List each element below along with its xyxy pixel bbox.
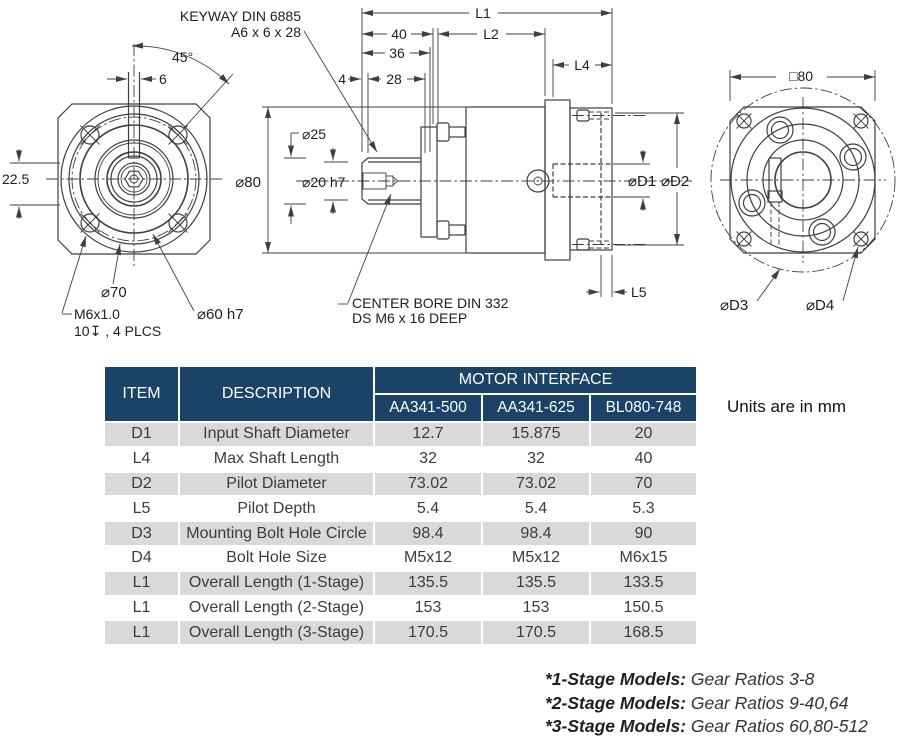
col-header-item: ITEM — [104, 366, 179, 422]
cell-description: Max Shaft Length — [179, 447, 374, 472]
cell-value: 153 — [482, 596, 590, 621]
cell-value: 153 — [374, 596, 482, 621]
angle-dim-label: 45° — [172, 49, 194, 65]
note-line — [545, 715, 900, 739]
note-text: Gear Ratios 60,80-512 — [686, 716, 868, 737]
cell-value: 135.5 — [374, 571, 482, 596]
cell-value: 90 — [590, 521, 697, 546]
center-bore-line1: CENTER BORE DIN 332 — [352, 295, 509, 311]
cell-item: D4 — [104, 546, 179, 571]
cell-description: Overall Length (2-Stage) — [179, 596, 374, 621]
shaft-dia-dims — [284, 126, 348, 224]
motor-interface-table — [103, 365, 698, 646]
cell-value: 32 — [482, 447, 590, 472]
table-row — [104, 546, 697, 571]
cell-value: 32 — [374, 447, 482, 472]
dim-4-label: 4 — [338, 71, 346, 87]
keyway-callout-line2: A6 x 6 x 28 — [230, 24, 301, 40]
body-height-dim — [235, 107, 466, 253]
dim-d2-label: ⌀D2 — [661, 173, 690, 190]
note-label: *1-Stage Models: — [545, 669, 686, 689]
rear-view — [711, 68, 895, 314]
col-header-description: DESCRIPTION — [179, 366, 374, 422]
dim-d3-label: ⌀D3 — [720, 297, 749, 314]
cell-value: 73.02 — [482, 472, 590, 497]
cell-item: L1 — [104, 620, 179, 645]
dim-l1-label: L1 — [475, 5, 491, 21]
technical-drawing — [0, 0, 900, 360]
note-label: *2-Stage Models: — [545, 692, 686, 713]
bolt-circle-label: ⌀70 — [101, 284, 127, 301]
table-row — [104, 521, 697, 546]
note-line — [545, 668, 900, 692]
keyway-width-label: 6 — [159, 71, 167, 87]
top-dimensions — [338, 5, 612, 153]
dim-d20-label: ⌀20 h7 — [302, 174, 346, 190]
cell-item: D1 — [104, 422, 179, 447]
gearbox-body — [466, 107, 545, 253]
cell-value: 73.02 — [374, 472, 482, 497]
offset-dim-label: 22.5 — [2, 171, 30, 187]
cell-value: 170.5 — [482, 620, 590, 645]
output-shaft — [362, 158, 421, 204]
stage-model-notes — [545, 668, 900, 739]
table-row — [104, 447, 697, 472]
note-text: Gear Ratios 9-40,64 — [686, 692, 849, 713]
cell-value: 20 — [590, 422, 697, 447]
cell-item: D2 — [104, 472, 179, 497]
cell-value: 133.5 — [590, 571, 697, 596]
col-header-motor-interface: MOTOR INTERFACE — [374, 366, 697, 394]
cell-value: M6x15 — [590, 546, 697, 571]
note-label: *3-Stage Models: — [545, 716, 686, 737]
cell-value: 168.5 — [590, 620, 697, 645]
center-bore-line2: DS M6 x 16 DEEP — [352, 310, 468, 326]
cell-description: Overall Length (1-Stage) — [179, 571, 374, 596]
dim-d1-label: ⌀D1 — [628, 173, 657, 190]
cell-value: 5.4 — [482, 496, 590, 521]
rear-bolts — [739, 117, 866, 245]
square-dim-label: □80 — [788, 68, 814, 84]
table-row — [104, 496, 697, 521]
cell-item: D3 — [104, 521, 179, 546]
col-header-aa341-500: AA341-500 — [374, 394, 482, 422]
cell-description: Input Shaft Diameter — [179, 422, 374, 447]
table-row — [104, 596, 697, 621]
dim-d4-label: ⌀D4 — [806, 297, 835, 314]
table-row — [104, 620, 697, 645]
motor-flange — [570, 108, 612, 250]
cell-description: Overall Length (3-Stage) — [179, 620, 374, 645]
cell-value: 5.4 — [374, 496, 482, 521]
cell-item: L4 — [104, 447, 179, 472]
cell-item: L5 — [104, 496, 179, 521]
dim-d25-label: ⌀25 — [302, 126, 327, 142]
cell-value: 12.7 — [374, 422, 482, 447]
pilot-dim-label: ⌀60 h7 — [197, 306, 244, 323]
cell-description: Pilot Diameter — [179, 472, 374, 497]
cell-description: Bolt Hole Size — [179, 546, 374, 571]
cell-item: L1 — [104, 596, 179, 621]
dim-36-label: 36 — [389, 45, 405, 61]
col-header-aa341-625: AA341-625 — [482, 394, 590, 422]
thread-callout-line1: M6x1.0 — [74, 306, 120, 322]
cell-item: L1 — [104, 571, 179, 596]
square-dim — [730, 68, 875, 101]
cell-description: Mounting Bolt Hole Circle — [179, 521, 374, 546]
cell-value: 150.5 — [590, 596, 697, 621]
dim-l5-label: L5 — [631, 284, 647, 300]
dim-l4-label: L4 — [574, 57, 590, 73]
table-row — [104, 472, 697, 497]
dim-40-label: 40 — [391, 26, 407, 42]
table-row — [104, 422, 697, 447]
output-flange — [421, 127, 437, 237]
side-view — [235, 5, 692, 326]
dim-d80-label: ⌀80 — [235, 174, 261, 191]
dim-28-label: 28 — [386, 71, 402, 87]
cell-value: 135.5 — [482, 571, 590, 596]
cell-value: 98.4 — [374, 521, 482, 546]
cell-value: 170.5 — [374, 620, 482, 645]
note-text: Gear Ratios 3-8 — [686, 669, 815, 689]
units-note: Units are in mm — [727, 397, 847, 416]
col-header-bl080-748: BL080-748 — [590, 394, 697, 422]
cell-value: 5.3 — [590, 496, 697, 521]
cell-value: 70 — [590, 472, 697, 497]
note-line — [545, 692, 900, 716]
table-row — [104, 571, 697, 596]
motor-interface-dims — [613, 113, 689, 245]
cell-description: Pilot Depth — [179, 496, 374, 521]
cell-value: 40 — [590, 447, 697, 472]
cell-value: M5x12 — [374, 546, 482, 571]
thread-callout-line2: 10↧ , 4 PLCS — [74, 323, 162, 339]
cell-value: 15.875 — [482, 422, 590, 447]
cell-value: M5x12 — [482, 546, 590, 571]
cell-value: 98.4 — [482, 521, 590, 546]
dim-l2-label: L2 — [483, 26, 499, 42]
pilot-depth-dim — [586, 255, 647, 300]
keyway-callout-line1: KEYWAY DIN 6885 — [179, 8, 301, 24]
